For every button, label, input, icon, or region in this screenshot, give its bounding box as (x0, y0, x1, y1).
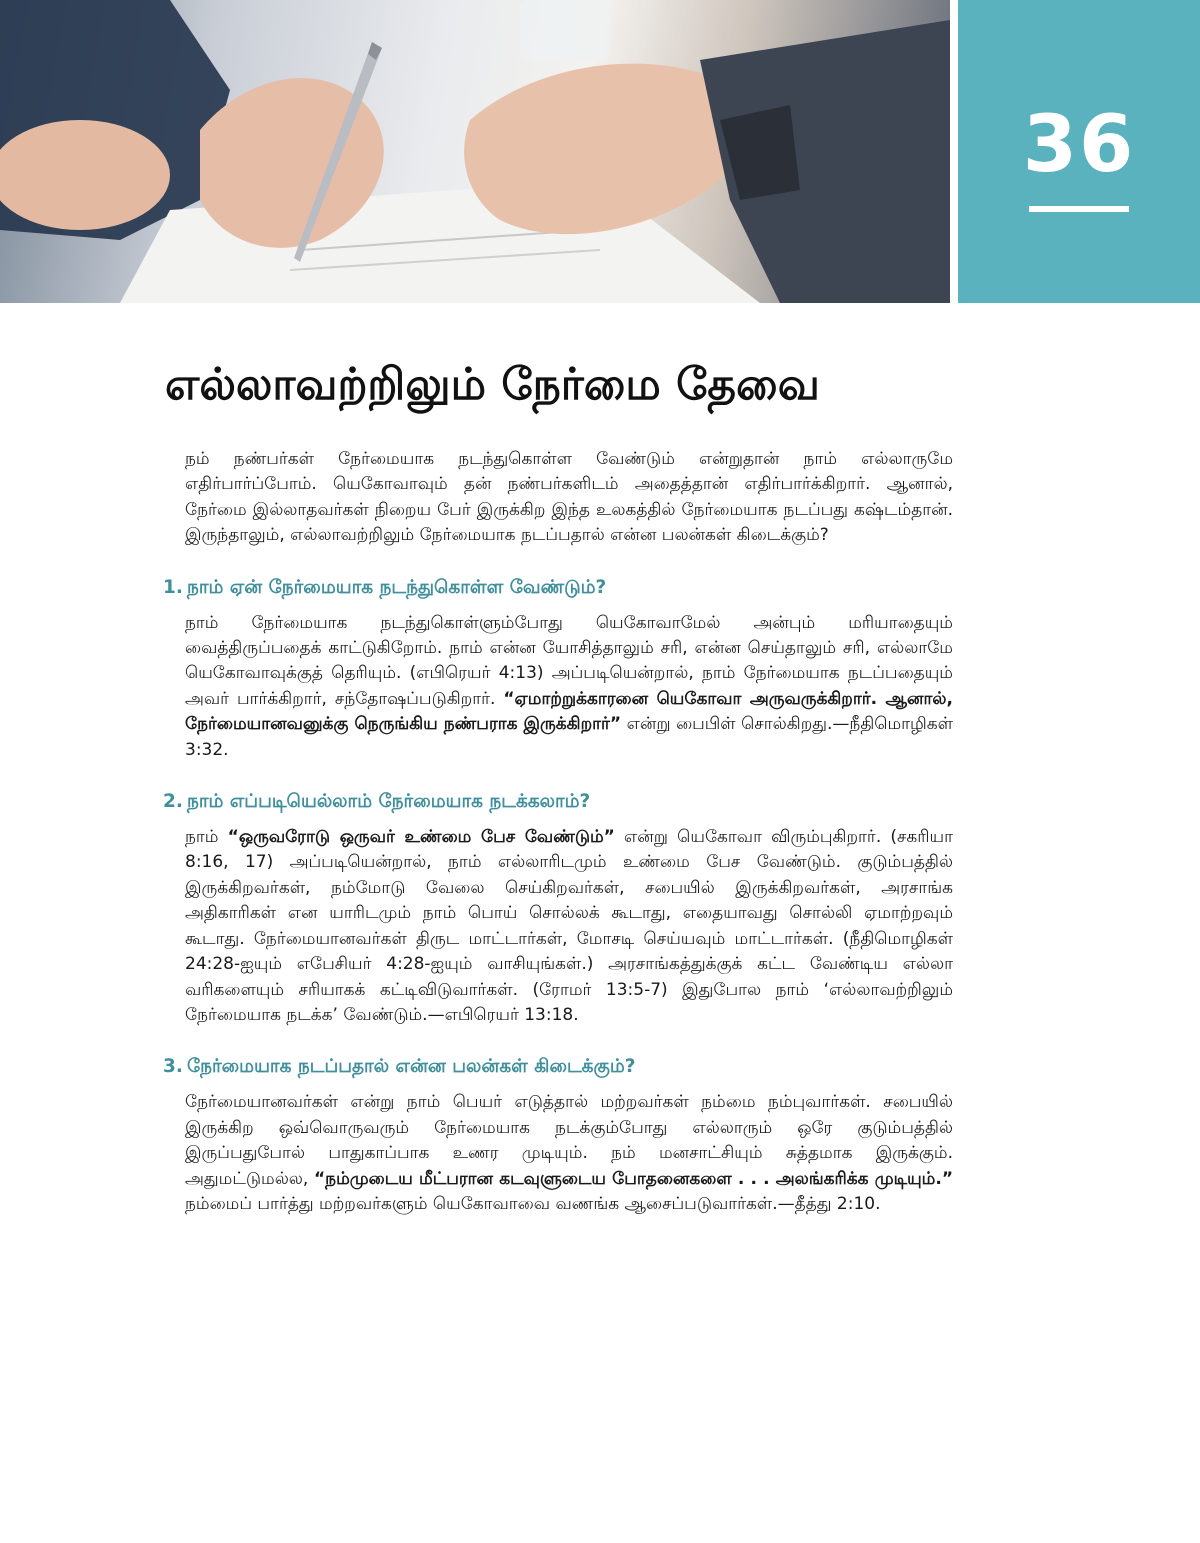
section-paragraph-1 (185, 611, 953, 763)
lesson-number-box (958, 0, 1200, 303)
lesson-content (163, 447, 953, 1217)
question-number: 2. (163, 791, 183, 813)
bold-scripture-quote: “ஒருவரோடு ஒருவர் உண்மை பேச வேண்டும்” (227, 827, 615, 848)
question-text: நாம் ஏன் நேர்மையாக நடந்துகொள்ள வேண்டும்? (187, 576, 607, 598)
bold-scripture-quote: “ஏமாற்றுக்காரனை யெகோவா அருவருக்கிறார். ஆனால், நேர்மையானவனுக்கு நெருங்கிய நண்பராக இருக்கிறார்” (185, 688, 953, 735)
intro-paragraph: நம் நண்பர்கள் நேர்மையாக நடந்துகொள்ள வேண்டும் என்றுதான் நாம் எல்லாருமே எதிர்பார்ப்போம். யெகோவாவும் தன் நண்பர்களிடம் அதைத்தான் எதிர்பார்க்கிறார். ஆனால், நேர்மை இல்லாதவர்கள் நிறைய பேர் இருக்கிற இந்த உலகத்தில் நேர்மையாக நடப்பது கஷ்டம்தான். இருந்தாலும், எல்லாவற்றிலும் நேர்மையாக நடப்பதால் என்ன பலன்கள் கிடைக்கும்? (185, 449, 954, 546)
lesson-number-underline (1029, 206, 1129, 212)
question-number: 1. (163, 576, 183, 598)
section-paragraph-2 (185, 825, 953, 1028)
heading-gap (163, 1080, 953, 1090)
section-gap (163, 549, 953, 575)
page-title: எல்லாவற்றிலும் நேர்மை தேவை (165, 359, 820, 410)
bold-scripture-quote: “நம்முடைய மீட்பரான கடவுளுடைய போதனைகளை . . . அலங்கரிக்க முடியும்.” (313, 1168, 953, 1189)
paragraph-text: நேர்மையானவர்கள் என்று நாம் பெயர் எடுத்தால் மற்றவர்கள் நம்மை நம்புவார்கள். சபையில் இருக்கிற ஒவ்வொருவரும் நேர்மையாக நடக்கும்போது எல்லாரும் ஒரே குடும்பத்தில் இருப்பதுபோல் பாதுகாப்பாக உணர முடியும். நம் மனசாட்சியும் சுத்தமாக இருக்கும். அதுமட்டுமல்ல, (185, 1092, 953, 1189)
paragraph-text: என்று பைபிள் சொல்கிறது.—நீதிமொழிகள் 3:32. (185, 714, 953, 760)
question-heading-1 (163, 575, 953, 601)
section-paragraph-3 (185, 1090, 953, 1217)
heading-gap (163, 601, 953, 611)
question-heading-3 (163, 1054, 953, 1080)
question-text: நாம் எப்படியெல்லாம் நேர்மையாக நடக்கலாம்? (187, 791, 591, 813)
question-number: 3. (163, 1056, 183, 1078)
paragraph-text: நாம் (185, 827, 228, 848)
hero-photo (0, 0, 950, 303)
heading-gap (163, 815, 953, 825)
section-gap (163, 763, 953, 789)
section-gap (163, 1028, 953, 1054)
question-text: நேர்மையாக நடப்பதால் என்ன பலன்கள் கிடைக்கும்? (187, 1056, 636, 1078)
question-heading-2 (163, 789, 953, 815)
paragraph-text: நாம் நேர்மையாக நடந்துகொள்ளும்போது யெகோவாமேல் அன்பும் மரியாதையும் வைத்திருப்பதைக் காட்டுகிறோம். நாம் என்ன யோசித்தாலும் சரி, என்ன செய்தாலும் சரி, எல்லாமே யெகோவாவுக்குத் தெரியும். (எபிரெயர் 4:13) அப்படியென்றால், நாம் நேர்மையாக நடப்பதையும் அவர் பார்க்கிறார், சந்தோஷப்படுகிறார். (185, 612, 953, 709)
handshake-signing-illustration (0, 0, 950, 303)
paragraph-text: நம்மைப் பார்த்து மற்றவர்களும் யெகோவாவை வணங்க ஆசைப்படுவார்கள்.—தீத்து 2:10. (185, 1193, 881, 1214)
paragraph-text: என்று யெகோவா விரும்புகிறார். (சகரியா 8:16, 17) அப்படியென்றால், நாம் எல்லாரிடமும் உண்மை பேச வேண்டும். குடும்பத்தில் இருக்கிறவர்கள், நம்மோடு வேலை செய்கிறவர்கள், சபையில் இருக்கிறவர்கள், அரசாங்க அதிகாரிகள் என யாரிடமும் நாம் பொய் சொல்லக் கூடாது, எதையாவது சொல்லி ஏமாற்றவும் கூடாது. நேர்மையானவர்கள் திருட மாட்டார்கள், மோசடி செய்யவும் மாட்டார்கள். (நீதிமொழிகள் 24:28-ஐயும் எபேசியர் 4:28-ஐயும் வாசியுங்கள்.) அரசாங்கத்துக்குக் கட்ட வேண்டிய எல்லா வரிகளையும் சரியாகக் கட்டிவிடுவார்கள். (ரோமர் 13:5-7) இதுபோல நாம் ‘எல்லாவற்றிலும் நேர்மையாக நடக்க’ வேண்டும்.—எபிரெயர் 13:18. (185, 827, 954, 1025)
lesson-number: 36 (1022, 100, 1136, 190)
